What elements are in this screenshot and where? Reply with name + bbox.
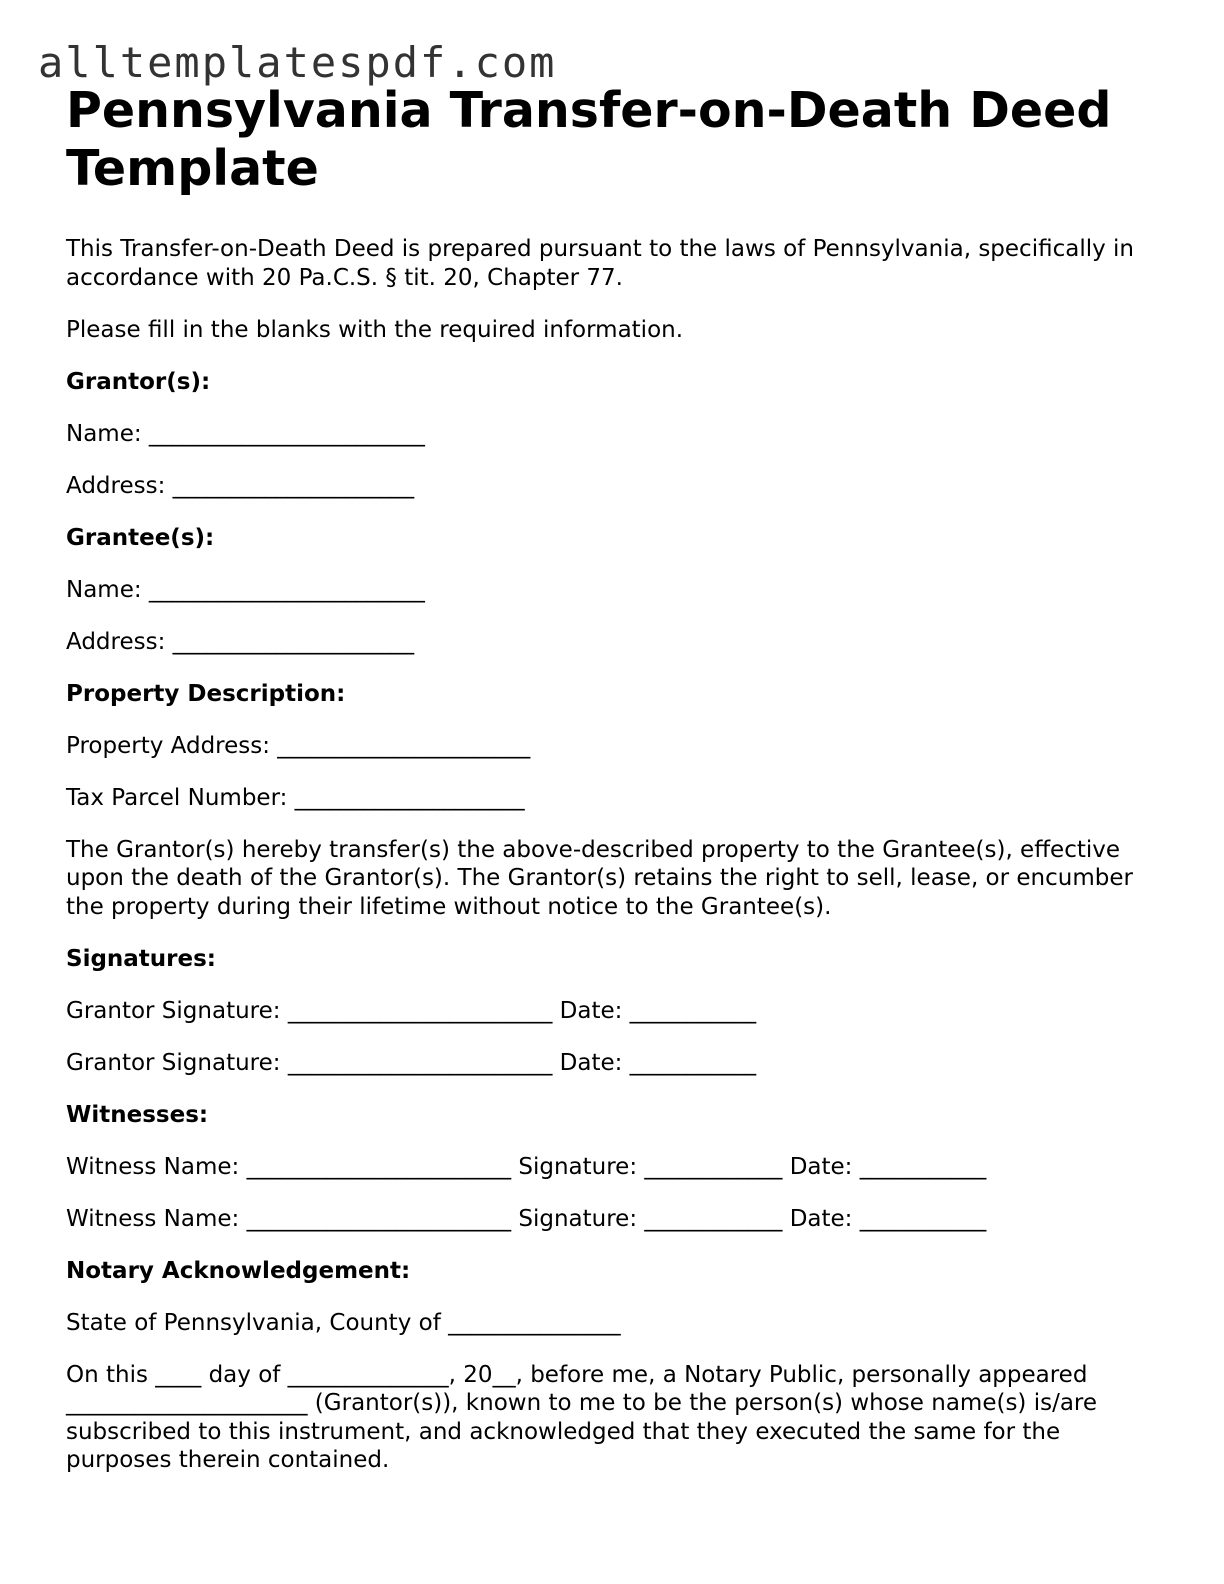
property-heading: Property Description: bbox=[66, 680, 346, 707]
transfer-clause: The Grantor(s) hereby transfer(s) the above-described property to the Grantee(s), effective upon the death of the Grantor(s). The Grantor(s) retains the right to sell, lease, or encumber the property during their lifetime without notice to the Grantee(s). bbox=[66, 836, 1133, 920]
grantee-address-field[interactable]: Address: _____________________ bbox=[66, 628, 415, 655]
document-page bbox=[66, 82, 1166, 1475]
grantees-heading: Grantee(s): bbox=[66, 524, 215, 551]
notary-heading: Notary Acknowledgement: bbox=[66, 1257, 411, 1284]
grantor-name-field[interactable]: Name: ________________________ bbox=[66, 420, 425, 447]
intro-paragraph: This Transfer-on-Death Deed is prepared pursuant to the laws of Pennsylvania, specifically in accordance with 20 Pa.C.S. § tit. 20, Chapter 77. bbox=[66, 236, 1134, 291]
witness-line[interactable]: Witness Name: _______________________ Signature: ____________ Date: ___________ bbox=[66, 1153, 987, 1180]
grantor-signature-line[interactable]: Grantor Signature: _______________________ Date: ___________ bbox=[66, 1049, 757, 1076]
grantor-address-field[interactable]: Address: _____________________ bbox=[66, 472, 415, 499]
witnesses-heading: Witnesses: bbox=[66, 1101, 209, 1128]
document-title: Pennsylvania Transfer-on-Death Deed Template bbox=[66, 82, 1112, 197]
instruction-text: Please fill in the blanks with the required information. bbox=[66, 316, 684, 343]
tax-parcel-field[interactable]: Tax Parcel Number: ____________________ bbox=[66, 784, 525, 811]
signatures-heading: Signatures: bbox=[66, 945, 217, 972]
grantor-signature-line[interactable]: Grantor Signature: _______________________ Date: ___________ bbox=[66, 997, 757, 1024]
witness-line[interactable]: Witness Name: _______________________ Signature: ____________ Date: ___________ bbox=[66, 1205, 987, 1232]
grantee-name-field[interactable]: Name: ________________________ bbox=[66, 576, 425, 603]
notary-statement: On this ____ day of ______________, 20__, before me, a Notary Public, personally appeared _____________________ (Grantor(s)), known to me to be the person(s) whose name(s) is/are subscribed to this instrument, and acknowledged that they executed the same for the purposes therein contained. bbox=[66, 1361, 1098, 1473]
notary-county-field[interactable]: State of Pennsylvania, County of _______________ bbox=[66, 1309, 621, 1336]
watermark: alltemplatespdf.com bbox=[38, 38, 557, 87]
property-address-field[interactable]: Property Address: ______________________ bbox=[66, 732, 531, 759]
grantors-heading: Grantor(s): bbox=[66, 368, 211, 395]
